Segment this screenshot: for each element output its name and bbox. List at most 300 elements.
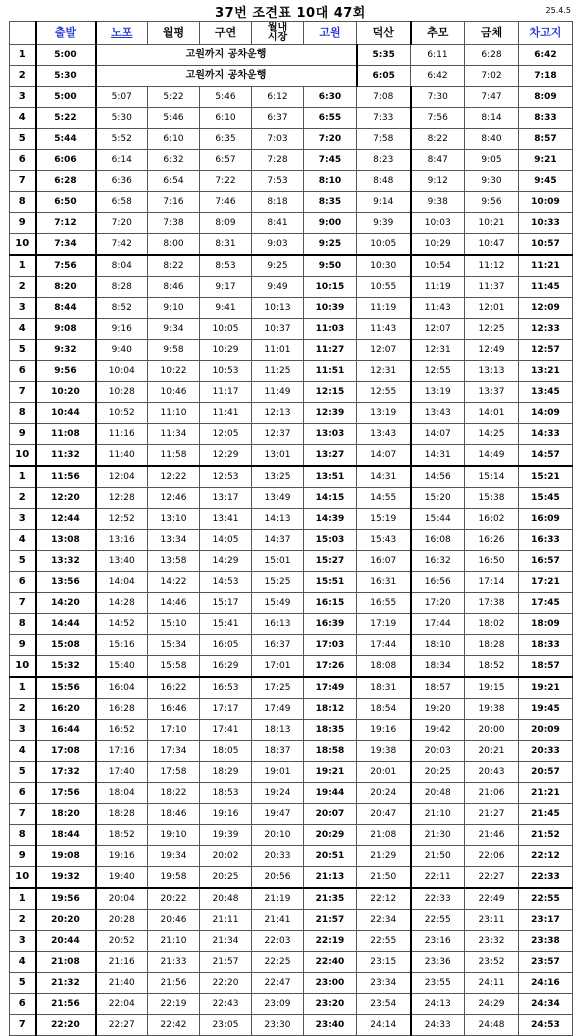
stop-time: 12:04 — [96, 466, 148, 488]
stop-time: 17:01 — [252, 656, 304, 678]
stop-time: 12:05 — [200, 424, 252, 445]
stop-time: 17:19 — [357, 614, 411, 635]
stop-time: 16:55 — [357, 593, 411, 614]
table-row — [10, 910, 573, 931]
row-number: 5 — [10, 762, 36, 783]
stop-time: 15:21 — [519, 466, 573, 488]
stop-time: 8:33 — [519, 108, 573, 129]
stop-time: 15:27 — [304, 551, 357, 572]
stop-time: 24:48 — [465, 1015, 519, 1036]
departure-time: 15:32 — [36, 656, 96, 678]
table-row — [10, 108, 573, 129]
table-row — [10, 656, 573, 678]
stop-time: 7:47 — [465, 87, 519, 108]
row-number: 10 — [10, 867, 36, 889]
stop-time: 7:20 — [304, 129, 357, 150]
stop-time: 11:19 — [357, 298, 411, 319]
row-number: 1 — [10, 466, 36, 488]
stop-time: 21:06 — [465, 783, 519, 804]
row-number: 1 — [10, 677, 36, 699]
departure-time: 17:08 — [36, 741, 96, 762]
row-number: 4 — [10, 319, 36, 340]
stop-time: 23:52 — [465, 952, 519, 973]
stop-time: 13:45 — [519, 382, 573, 403]
stop-time: 18:09 — [519, 614, 573, 635]
table-row — [10, 1015, 573, 1036]
stop-time: 20:07 — [304, 804, 357, 825]
stop-time: 14:39 — [304, 509, 357, 530]
stop-time: 5:30 — [96, 108, 148, 129]
stop-time: 23:38 — [519, 931, 573, 952]
stop-time: 22:12 — [357, 888, 411, 910]
table-row — [10, 129, 573, 150]
stop-time: 14:33 — [519, 424, 573, 445]
stop-time: 18:35 — [304, 720, 357, 741]
stop-time: 10:55 — [357, 277, 411, 298]
stop-time: 15:25 — [252, 572, 304, 593]
row-number: 2 — [10, 66, 36, 87]
stop-time: 21:35 — [304, 888, 357, 910]
stop-time: 21:10 — [148, 931, 200, 952]
departure-time: 19:32 — [36, 867, 96, 889]
stop-time: 11:01 — [252, 340, 304, 361]
table-row — [10, 699, 573, 720]
stop-time: 10:03 — [411, 213, 465, 234]
stop-time: 8:28 — [96, 277, 148, 298]
stop-time: 8:10 — [304, 171, 357, 192]
row-number: 2 — [10, 910, 36, 931]
departure-time: 10:44 — [36, 403, 96, 424]
stop-time: 11:58 — [148, 445, 200, 467]
stop-time: 9:17 — [200, 277, 252, 298]
stop-time: 13:43 — [357, 424, 411, 445]
stop-time: 6:28 — [465, 45, 519, 66]
stop-time: 9:30 — [465, 171, 519, 192]
stop-time: 10:29 — [200, 340, 252, 361]
stop-time: 20:48 — [200, 888, 252, 910]
stop-time: 7:03 — [252, 129, 304, 150]
stop-time: 10:04 — [96, 361, 148, 382]
departure-time: 5:22 — [36, 108, 96, 129]
stop-time: 7:30 — [411, 87, 465, 108]
stop-time: 22:40 — [304, 952, 357, 973]
departure-time: 12:20 — [36, 488, 96, 509]
stop-time: 20:04 — [96, 888, 148, 910]
stop-time: 19:16 — [96, 846, 148, 867]
stop-time: 18:58 — [304, 741, 357, 762]
stop-time: 18:46 — [148, 804, 200, 825]
departure-time: 22:20 — [36, 1015, 96, 1036]
stop-time: 20:51 — [304, 846, 357, 867]
stop-time: 18:04 — [96, 783, 148, 804]
stop-time: 12:01 — [465, 298, 519, 319]
stop-time: 19:16 — [357, 720, 411, 741]
stop-time: 15:20 — [411, 488, 465, 509]
stop-time: 13:41 — [200, 509, 252, 530]
row-number: 6 — [10, 783, 36, 804]
stop-time: 10:13 — [252, 298, 304, 319]
stop-time: 13:37 — [465, 382, 519, 403]
stop-time: 22:47 — [252, 973, 304, 994]
stop-time: 16:08 — [411, 530, 465, 551]
stop-time: 8:14 — [465, 108, 519, 129]
departure-time: 5:44 — [36, 129, 96, 150]
table-row — [10, 551, 573, 572]
stop-time: 22:11 — [411, 867, 465, 889]
departure-time: 18:20 — [36, 804, 96, 825]
departure-time: 15:08 — [36, 635, 96, 656]
stop-time: 20:22 — [148, 888, 200, 910]
stop-time: 21:33 — [148, 952, 200, 973]
stop-time: 23:16 — [411, 931, 465, 952]
stop-time: 17:21 — [519, 572, 573, 593]
stop-time: 24:33 — [411, 1015, 465, 1036]
col-header-departure: 출발 — [36, 22, 96, 45]
stop-time: 8:57 — [519, 129, 573, 150]
stop-time: 13:49 — [252, 488, 304, 509]
stop-time: 23:40 — [304, 1015, 357, 1036]
table-row — [10, 825, 573, 846]
stop-time: 17:41 — [200, 720, 252, 741]
stop-time: 10:33 — [519, 213, 573, 234]
stop-time: 24:13 — [411, 994, 465, 1015]
stop-time: 6:54 — [148, 171, 200, 192]
stop-time: 21:19 — [252, 888, 304, 910]
stop-time: 17:58 — [148, 762, 200, 783]
stop-time: 23:55 — [411, 973, 465, 994]
row-number: 1 — [10, 888, 36, 910]
stop-time: 6:57 — [200, 150, 252, 171]
departure-time: 19:56 — [36, 888, 96, 910]
stop-time: 10:39 — [304, 298, 357, 319]
stop-time: 19:39 — [200, 825, 252, 846]
table-row — [10, 171, 573, 192]
stop-time: 19:24 — [252, 783, 304, 804]
stop-time: 9:25 — [252, 255, 304, 277]
stop-time: 23:54 — [357, 994, 411, 1015]
stop-time: 6:05 — [357, 66, 411, 87]
row-number: 6 — [10, 994, 36, 1015]
stop-time: 9:14 — [357, 192, 411, 213]
stop-time: 9:50 — [304, 255, 357, 277]
stop-time: 14:22 — [148, 572, 200, 593]
stop-time: 24:29 — [465, 994, 519, 1015]
stop-time: 7:08 — [357, 87, 411, 108]
departure-time: 14:20 — [36, 593, 96, 614]
row-number: 4 — [10, 741, 36, 762]
departure-time: 14:44 — [36, 614, 96, 635]
stop-time: 20:02 — [200, 846, 252, 867]
stop-time: 11:37 — [465, 277, 519, 298]
stop-time: 20:00 — [465, 720, 519, 741]
departure-time: 20:20 — [36, 910, 96, 931]
stop-time: 13:27 — [304, 445, 357, 467]
table-row — [10, 614, 573, 635]
stop-time: 15:34 — [148, 635, 200, 656]
stop-time: 9:34 — [148, 319, 200, 340]
stop-time: 18:53 — [200, 783, 252, 804]
stop-time: 17:20 — [411, 593, 465, 614]
stop-time: 17:03 — [304, 635, 357, 656]
stop-time: 13:03 — [304, 424, 357, 445]
stop-time: 10:05 — [200, 319, 252, 340]
header-row — [10, 22, 573, 45]
stop-time: 10:52 — [96, 403, 148, 424]
stop-time: 21:41 — [252, 910, 304, 931]
stop-time: 5:35 — [357, 45, 411, 66]
stop-time: 18:54 — [357, 699, 411, 720]
stop-time: 21:57 — [304, 910, 357, 931]
stop-time: 22:43 — [200, 994, 252, 1015]
stop-time: 12:28 — [96, 488, 148, 509]
stop-time: 20:52 — [96, 931, 148, 952]
timetable — [9, 21, 573, 1036]
stop-time: 11:43 — [411, 298, 465, 319]
table-row — [10, 720, 573, 741]
table-row — [10, 593, 573, 614]
stop-time: 12:37 — [252, 424, 304, 445]
row-number: 6 — [10, 150, 36, 171]
stop-time: 8:09 — [519, 87, 573, 108]
stop-time: 14:56 — [411, 466, 465, 488]
stop-time: 17:17 — [200, 699, 252, 720]
stop-time: 23:30 — [252, 1015, 304, 1036]
stop-time: 20:33 — [252, 846, 304, 867]
stop-time: 18:10 — [411, 635, 465, 656]
row-number: 10 — [10, 445, 36, 467]
stop-time: 20:33 — [519, 741, 573, 762]
row-number: 5 — [10, 551, 36, 572]
stop-time: 8:31 — [200, 234, 252, 256]
departure-time: 6:50 — [36, 192, 96, 213]
stop-time: 15:14 — [465, 466, 519, 488]
stop-time: 21:50 — [357, 867, 411, 889]
stop-time: 12:15 — [304, 382, 357, 403]
stop-time: 16:28 — [96, 699, 148, 720]
table-row — [10, 87, 573, 108]
stop-time: 11:21 — [519, 255, 573, 277]
stop-time: 13:17 — [200, 488, 252, 509]
stop-time: 5:07 — [96, 87, 148, 108]
row-number: 1 — [10, 45, 36, 66]
table-row — [10, 952, 573, 973]
row-number: 9 — [10, 424, 36, 445]
stop-time: 20:43 — [465, 762, 519, 783]
stop-time: 5:22 — [148, 87, 200, 108]
departure-time: 9:56 — [36, 361, 96, 382]
table-row — [10, 762, 573, 783]
stop-time: 23:17 — [519, 910, 573, 931]
stop-time: 12:46 — [148, 488, 200, 509]
stop-time: 18:33 — [519, 635, 573, 656]
departure-time: 11:08 — [36, 424, 96, 445]
departure-time: 11:56 — [36, 466, 96, 488]
stop-time: 22:06 — [465, 846, 519, 867]
table-row — [10, 973, 573, 994]
stop-time: 20:56 — [252, 867, 304, 889]
stop-time: 23:05 — [200, 1015, 252, 1036]
table-row — [10, 445, 573, 467]
stop-time: 23:36 — [411, 952, 465, 973]
departure-time: 10:20 — [36, 382, 96, 403]
stop-time: 9:49 — [252, 277, 304, 298]
stop-time: 7:22 — [200, 171, 252, 192]
page-title: 37번 조견표 10대 47회 — [215, 6, 366, 21]
row-number: 9 — [10, 635, 36, 656]
stop-time: 13:34 — [148, 530, 200, 551]
table-row — [10, 298, 573, 319]
stop-time: 10:53 — [200, 361, 252, 382]
stop-time: 9:16 — [96, 319, 148, 340]
table-row — [10, 804, 573, 825]
stop-time: 14:29 — [200, 551, 252, 572]
table-row — [10, 255, 573, 277]
stop-time: 23:11 — [465, 910, 519, 931]
stop-time: 21:08 — [357, 825, 411, 846]
stop-time: 17:49 — [304, 677, 357, 699]
stop-time: 18:34 — [411, 656, 465, 678]
stop-time: 7:38 — [148, 213, 200, 234]
departure-time: 13:56 — [36, 572, 96, 593]
row-number: 4 — [10, 108, 36, 129]
stop-time: 16:39 — [304, 614, 357, 635]
stop-time: 15:58 — [148, 656, 200, 678]
stop-time: 8:40 — [465, 129, 519, 150]
stop-time: 13:21 — [519, 361, 573, 382]
row-number: 9 — [10, 213, 36, 234]
row-number: 7 — [10, 1015, 36, 1036]
stop-time: 18:57 — [411, 677, 465, 699]
stop-time: 19:40 — [96, 867, 148, 889]
stop-time: 17:10 — [148, 720, 200, 741]
stop-time: 10:30 — [357, 255, 411, 277]
stop-time: 7:33 — [357, 108, 411, 129]
stop-time: 21:13 — [304, 867, 357, 889]
stop-time: 16:37 — [252, 635, 304, 656]
stop-time: 14:55 — [357, 488, 411, 509]
departure-time: 7:12 — [36, 213, 96, 234]
stop-time: 12:33 — [519, 319, 573, 340]
stop-time: 17:14 — [465, 572, 519, 593]
stop-time: 14:07 — [411, 424, 465, 445]
departure-time: 9:08 — [36, 319, 96, 340]
stop-time: 19:15 — [465, 677, 519, 699]
stop-time: 14:28 — [96, 593, 148, 614]
stop-time: 22:27 — [96, 1015, 148, 1036]
deadhead-note: 고원까지 공차운행 — [96, 66, 357, 87]
stop-time: 7:46 — [200, 192, 252, 213]
stop-time: 9:05 — [465, 150, 519, 171]
stop-time: 6:42 — [411, 66, 465, 87]
stop-time: 19:16 — [200, 804, 252, 825]
stop-time: 20:21 — [465, 741, 519, 762]
stop-time: 16:05 — [200, 635, 252, 656]
stop-time: 22:33 — [411, 888, 465, 910]
stop-time: 12:22 — [148, 466, 200, 488]
stop-time: 12:29 — [200, 445, 252, 467]
stop-time: 22:04 — [96, 994, 148, 1015]
stop-time: 11:03 — [304, 319, 357, 340]
stop-time: 8:53 — [200, 255, 252, 277]
stop-time: 11:45 — [519, 277, 573, 298]
stop-time: 15:10 — [148, 614, 200, 635]
row-number: 3 — [10, 298, 36, 319]
stop-time: 22:55 — [411, 910, 465, 931]
row-number: 5 — [10, 973, 36, 994]
stop-time: 7:20 — [96, 213, 148, 234]
table-row — [10, 677, 573, 699]
departure-time: 15:56 — [36, 677, 96, 699]
stop-time: 18:05 — [200, 741, 252, 762]
stop-time: 18:31 — [357, 677, 411, 699]
stop-time: 14:15 — [304, 488, 357, 509]
stop-time: 15:16 — [96, 635, 148, 656]
stop-time: 22:12 — [519, 846, 573, 867]
stop-time: 22:19 — [304, 931, 357, 952]
stop-time: 23:32 — [465, 931, 519, 952]
stop-time: 12:55 — [411, 361, 465, 382]
stop-time: 8:48 — [357, 171, 411, 192]
stop-time: 11:51 — [304, 361, 357, 382]
stop-time: 11:27 — [304, 340, 357, 361]
table-row — [10, 509, 573, 530]
stop-time: 16:57 — [519, 551, 573, 572]
col-header-number — [10, 22, 36, 45]
stop-time: 19:21 — [304, 762, 357, 783]
row-number: 6 — [10, 572, 36, 593]
stop-time: 22:03 — [252, 931, 304, 952]
stop-time: 10:21 — [465, 213, 519, 234]
stop-time: 14:53 — [200, 572, 252, 593]
stop-time: 15:45 — [519, 488, 573, 509]
header — [0, 0, 581, 21]
departure-time: 18:44 — [36, 825, 96, 846]
stop-time: 24:16 — [519, 973, 573, 994]
stop-time: 8:04 — [96, 255, 148, 277]
stop-time: 12:49 — [465, 340, 519, 361]
stop-time: 12:07 — [411, 319, 465, 340]
stop-time: 21:10 — [411, 804, 465, 825]
stop-time: 19:42 — [411, 720, 465, 741]
stop-time: 22:27 — [465, 867, 519, 889]
row-number: 3 — [10, 720, 36, 741]
row-number: 8 — [10, 192, 36, 213]
table-row — [10, 66, 573, 87]
stop-time: 5:46 — [148, 108, 200, 129]
stop-time: 18:12 — [304, 699, 357, 720]
stop-time: 7:42 — [96, 234, 148, 256]
stop-time: 6:10 — [200, 108, 252, 129]
stop-time: 7:53 — [252, 171, 304, 192]
stop-time: 20:29 — [304, 825, 357, 846]
stop-time: 12:07 — [357, 340, 411, 361]
table-row — [10, 277, 573, 298]
table-row — [10, 424, 573, 445]
stop-time: 20:09 — [519, 720, 573, 741]
stop-time: 17:34 — [148, 741, 200, 762]
stop-time: 7:28 — [252, 150, 304, 171]
table-row — [10, 530, 573, 551]
stop-time: 12:09 — [519, 298, 573, 319]
stop-time: 9:38 — [411, 192, 465, 213]
stop-time: 8:22 — [411, 129, 465, 150]
stop-time: 23:00 — [304, 973, 357, 994]
timetable-body — [10, 45, 573, 1036]
stop-time: 23:20 — [304, 994, 357, 1015]
stop-time: 13:01 — [252, 445, 304, 467]
stop-time: 8:00 — [148, 234, 200, 256]
stop-time: 11:41 — [200, 403, 252, 424]
